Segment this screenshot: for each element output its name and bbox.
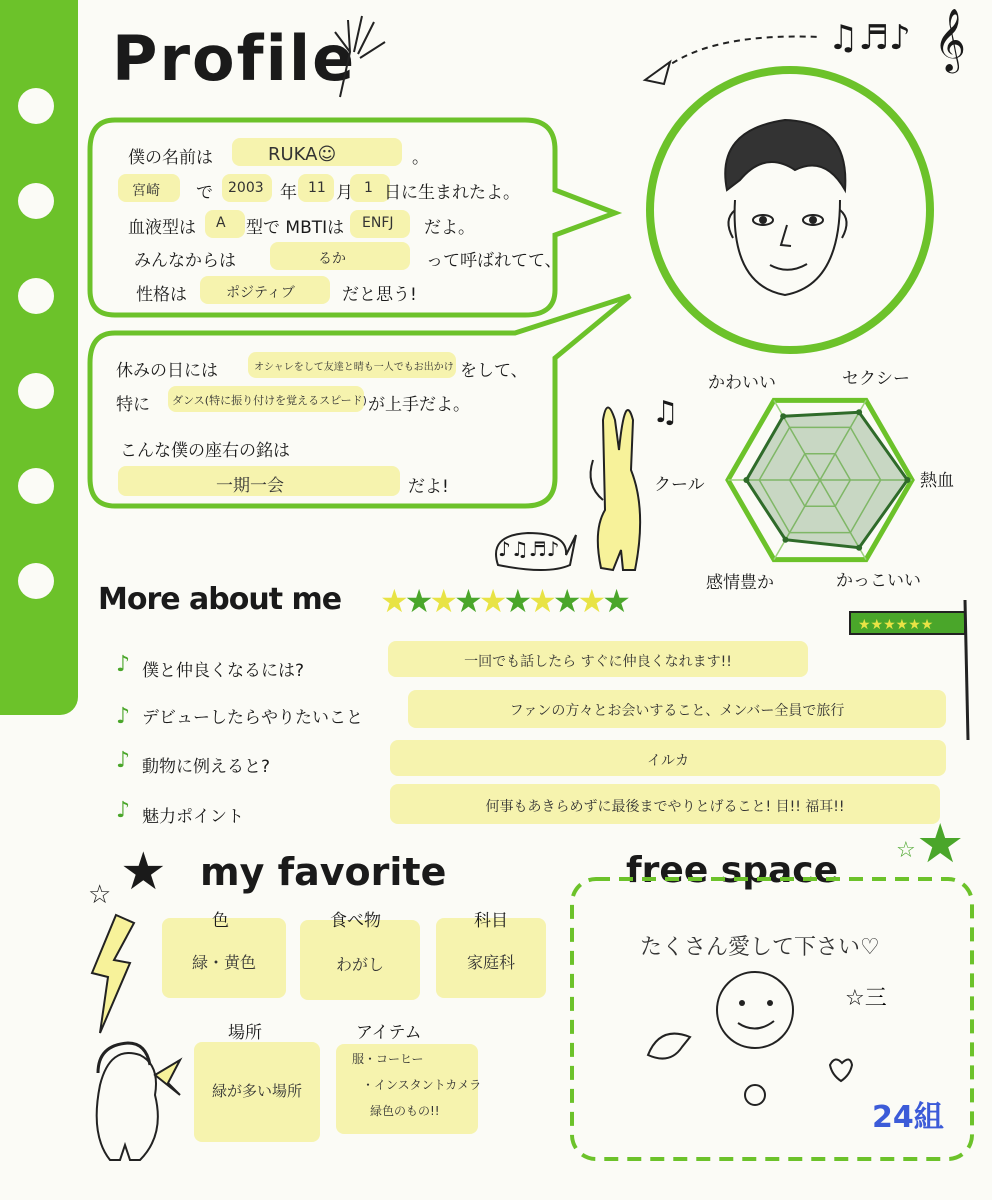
answer-value: イルカ	[647, 753, 689, 769]
name-value: RUKA☺	[268, 144, 337, 165]
star-icon: ★	[916, 812, 965, 875]
music-notes-icon: ♪♫♬♪	[498, 537, 560, 561]
birth-year: 2003	[228, 180, 264, 196]
favorite-value: 緑色のもの!!	[370, 1104, 440, 1118]
blood-type: A	[216, 215, 226, 231]
music-note-icon: ♫	[652, 395, 679, 430]
answer-value: 一回でも話したら すぐに仲良くなれます!!	[464, 654, 732, 670]
radar-chart	[690, 370, 950, 590]
mbti-value: ENFJ	[362, 215, 394, 231]
binder-hole	[18, 183, 54, 219]
music-note-icon: ♪	[116, 798, 131, 823]
music-note-icon: ♪	[116, 652, 131, 677]
favorite-value: ・インスタントカメラ	[362, 1078, 482, 1092]
svg-text:☆三: ☆三	[845, 986, 887, 1011]
binder-hole	[18, 468, 54, 504]
class-logo: 24組	[872, 1100, 944, 1135]
radar-point	[780, 413, 786, 419]
favorite-label: アイテム	[356, 1023, 422, 1043]
favorite-value: わがし	[335, 955, 384, 974]
lightning-icon	[86, 915, 146, 1035]
radar-label: 感情豊か	[706, 573, 774, 593]
personality-value: ポジティブ	[226, 285, 295, 301]
intro-label: だよ。	[424, 218, 475, 238]
question-label: デビューしたらやりたいこと	[142, 708, 363, 728]
section-title-favorite: my favorite	[200, 850, 447, 894]
binder-hole	[18, 88, 54, 124]
treble-clef-icon: 𝄞	[934, 8, 966, 71]
favorite-value: 家庭科	[466, 953, 515, 972]
holiday-label: こんな僕の座右の銘は	[120, 441, 290, 461]
question-label: 魅力ポイント	[142, 807, 244, 827]
star-outline-icon: ☆	[896, 838, 916, 863]
arrow-doodle-icon	[640, 22, 840, 92]
intro-label: 性格は	[136, 285, 187, 305]
answer-value: 何事もあきらめずに最後までやりとげること! 目!! 福耳!!	[485, 799, 845, 815]
smiley-doodle-icon	[630, 965, 887, 1115]
nickname-value: るか	[318, 251, 346, 267]
birth-day: 1	[364, 180, 373, 196]
binder-hole	[18, 373, 54, 409]
free-space-message: たくさん愛して下さい♡	[640, 935, 880, 960]
birthplace-value: 宮崎	[132, 183, 160, 199]
section-title-more-about: More about me	[98, 582, 342, 617]
holiday-label: だよ!	[408, 477, 449, 497]
intro-label: 型で MBTIは	[246, 218, 345, 238]
radar-point	[743, 477, 749, 483]
holiday-activity: オシャレをして友達と晴も一人でもお出かけ	[254, 362, 454, 373]
question-label: 動物に例えると?	[142, 757, 271, 777]
radar-label: クール	[654, 475, 705, 495]
intro-label: 年	[280, 183, 297, 203]
star-icon: ★	[120, 842, 167, 902]
intro-label: 僕の名前は	[128, 148, 213, 168]
binder-strip	[0, 0, 78, 715]
portrait-frame	[635, 60, 945, 370]
radar-point	[783, 537, 789, 543]
radar-label: かわいい	[708, 373, 776, 393]
birth-month: 11	[308, 180, 326, 196]
favorite-label: 色	[212, 911, 229, 931]
question-label: 僕と仲良くなるには?	[142, 661, 305, 681]
intro-label: 月	[336, 183, 353, 203]
radar-label: かっこいい	[836, 571, 921, 591]
music-notes-icon: ♫♬♪	[828, 18, 911, 58]
favorite-value: 緑が多い場所	[211, 1082, 302, 1100]
music-note-icon: ♪	[116, 748, 131, 773]
intro-label: 血液型は	[128, 218, 196, 238]
intro-label: だと思う!	[342, 285, 417, 305]
favorite-label: 食べ物	[330, 911, 381, 931]
holiday-label: が上手だよ。	[368, 395, 470, 415]
holiday-label: をして、	[460, 361, 528, 381]
answer-value: ファンの方々とお会いすること、メンバー全員で旅行	[509, 703, 845, 719]
star-outline-icon: ☆	[88, 880, 112, 910]
radar-point	[856, 409, 862, 415]
bird-doodle-icon	[80, 1035, 190, 1165]
radar-point	[856, 545, 862, 551]
intro-label: 日に生まれたよ。	[384, 183, 520, 203]
radar-label: 熱血	[920, 471, 954, 491]
radar-label: セクシー	[842, 369, 910, 389]
music-note-icon: ♪	[116, 704, 131, 729]
favorite-value: 服・コーヒー	[352, 1052, 424, 1066]
binder-hole	[18, 278, 54, 314]
svg-text:★★★★★★: ★★★★★★	[858, 617, 934, 633]
favorite-label: 場所	[228, 1023, 262, 1043]
stars-decoration-icon: ★★★★★★★★★★	[380, 582, 627, 620]
waving-hand-icon	[330, 12, 390, 102]
motto-value: 一期一会	[216, 476, 284, 496]
section-title-free-space: free space	[626, 850, 839, 891]
intro-label: 。	[412, 148, 429, 168]
intro-label: で	[196, 183, 213, 203]
holiday-label: 休みの日には	[116, 361, 218, 381]
intro-label: って呼ばれてて、	[426, 251, 562, 271]
holiday-label: 特に	[116, 395, 150, 415]
favorite-value: 緑・黄色	[191, 953, 256, 972]
intro-label: みんなからは	[134, 251, 236, 271]
binder-hole	[18, 563, 54, 599]
radar-point	[904, 477, 910, 483]
favorite-label: 科目	[474, 911, 508, 931]
skill-value: ダンス(特に振り付けを覚えるスピード)	[172, 394, 367, 407]
page-title: Profile	[112, 22, 357, 95]
